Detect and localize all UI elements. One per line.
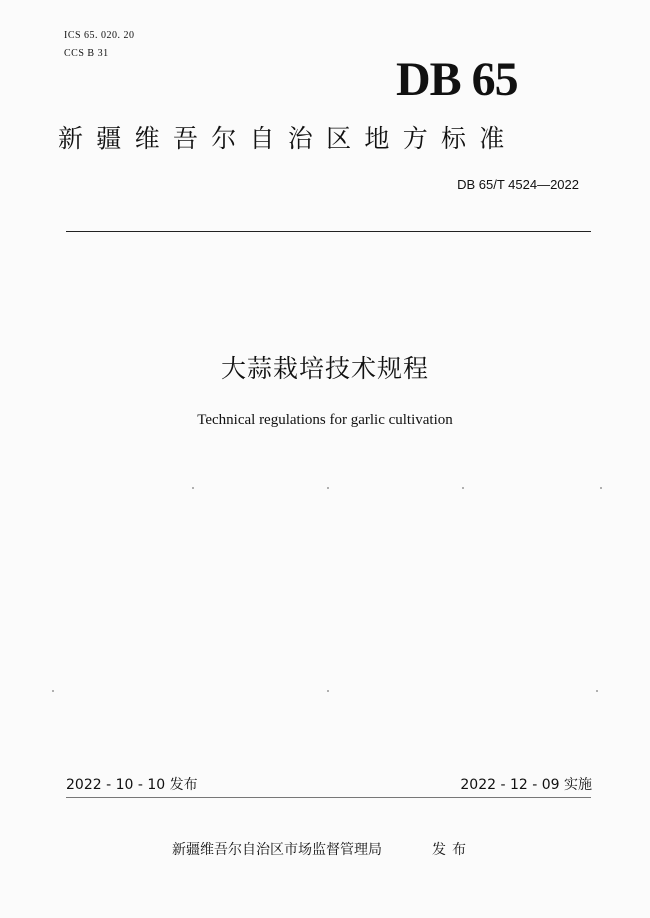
scan-speck [462,487,464,489]
publish-label: 发布 [432,842,472,858]
footer-divider [66,797,591,798]
scan-speck [52,690,54,692]
document-title-english: Technical regulations for garlic cultivation [197,412,453,428]
standard-category-title: 新疆维吾尔自治区地方标准 [58,124,518,153]
scan-speck [327,690,329,692]
header-divider [66,231,591,232]
ccs-code: CCS B 31 [64,48,109,59]
db65-logo: DB 65 [396,53,518,106]
ics-code: ICS 65. 020. 20 [64,30,135,41]
scan-speck [192,487,194,489]
scan-speck [600,487,602,489]
scan-speck [596,690,598,692]
standard-number: DB 65/T 4524—2022 [457,177,579,192]
issue-date: 2022 - 10 - 10 发布 [66,777,198,793]
publisher-name: 新疆维吾尔自治区市场监督管理局 [172,842,382,858]
scan-speck [327,487,329,489]
implementation-date: 2022 - 12 - 09 实施 [460,777,592,793]
document-title-chinese: 大蒜栽培技术规程 [220,354,429,383]
